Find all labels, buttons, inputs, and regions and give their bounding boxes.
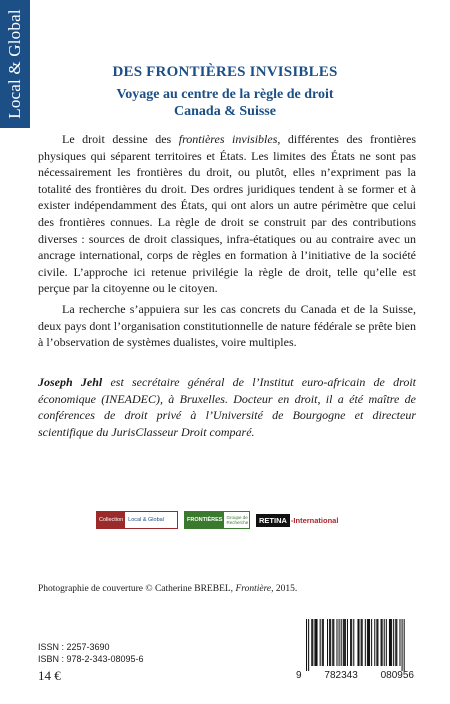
price: 14 € (38, 668, 61, 683)
book-subtitle (0, 86, 450, 120)
barcode-digit-group: 080956 (380, 670, 414, 681)
author-bio (38, 374, 416, 440)
frontieres-sub: Groupe de Recherche (226, 515, 249, 525)
collection-logo (96, 511, 178, 529)
publisher-logos (96, 510, 356, 530)
frontieres-logo (184, 511, 250, 529)
retina-suffix: -International (290, 515, 339, 525)
subtitle-line-1: Voyage au centre de la règle de droit (116, 87, 334, 102)
author-bio-text: est secrétaire général de l’Institut euro-africain de droit économique (INEADEC), à Bruxelles. Docteur en droit, il a été maître de conférences de droit privé à l’Université de Bourgogne et directeur scientifique du JurisClasseur Droit comparé. (38, 375, 416, 439)
photo-credit (38, 584, 297, 594)
spine-label: Local & Global (5, 9, 24, 119)
credit-prefix: Photographie de couverture © Catherine BREBEL, (38, 584, 236, 594)
book-title: DES FRONTIÈRES INVISIBLES (112, 64, 338, 80)
barcode-digit-group: 782343 (324, 670, 358, 681)
collection-tag: Collection (97, 512, 125, 528)
blurb (38, 131, 416, 351)
barcode (296, 619, 414, 681)
issn: ISSN : 2257-3690 (38, 642, 110, 652)
identifiers (38, 641, 144, 665)
barcode-bars (296, 619, 414, 671)
blurb-text: Le droit dessine des (62, 132, 179, 146)
subtitle-line-2: Canada & Suisse (174, 104, 276, 119)
blurb-paragraph-1 (38, 131, 416, 297)
blurb-emphasis: frontières invisibles (178, 132, 278, 146)
retina-name: RETINA (256, 514, 290, 527)
retina-logo (256, 511, 346, 529)
frontieres-name: FRONTIÈRES (185, 512, 224, 528)
collection-name: Local & Global (128, 517, 164, 523)
barcode-number (296, 670, 414, 681)
barcode-digit-group: 9 (296, 670, 302, 681)
blurb-text: , différentes des frontières physiques qui séparent territoires et États. Les limites des États ne sont pas nécessairement les frontières du droit, ou plutôt, elles n’expriment pas la totalité des frontières du droit. Des ordres juridiques tendent à se former et à exister indépendamment des États, qui ont alors un autre périmètre que celui des frontières connues. La règle de droit se construit par des contributions diverses : sources de droit classiques, infra-étatiques ou au contraire avec un ancrage international, corps de règles en formation à l’initiative de la société civile. L’approche ici retenue privilégie la règle de droit, telle qu’elle est perçue par la citoyenne ou le citoyen. (38, 132, 416, 296)
credit-work: Frontière (235, 584, 272, 594)
credit-suffix: , 2015. (271, 584, 298, 594)
isbn: ISBN : 978-2-343-08095-6 (38, 654, 144, 664)
author-name: Joseph Jehl (38, 375, 103, 389)
blurb-paragraph-2: La recherche s’appuiera sur les cas concrets du Canada et de la Suisse, deux pays dont l’organisation constitutionnelle de nature fédérale se prête bien à l’observation de systèmes dualistes, voire multiples. (38, 301, 416, 350)
